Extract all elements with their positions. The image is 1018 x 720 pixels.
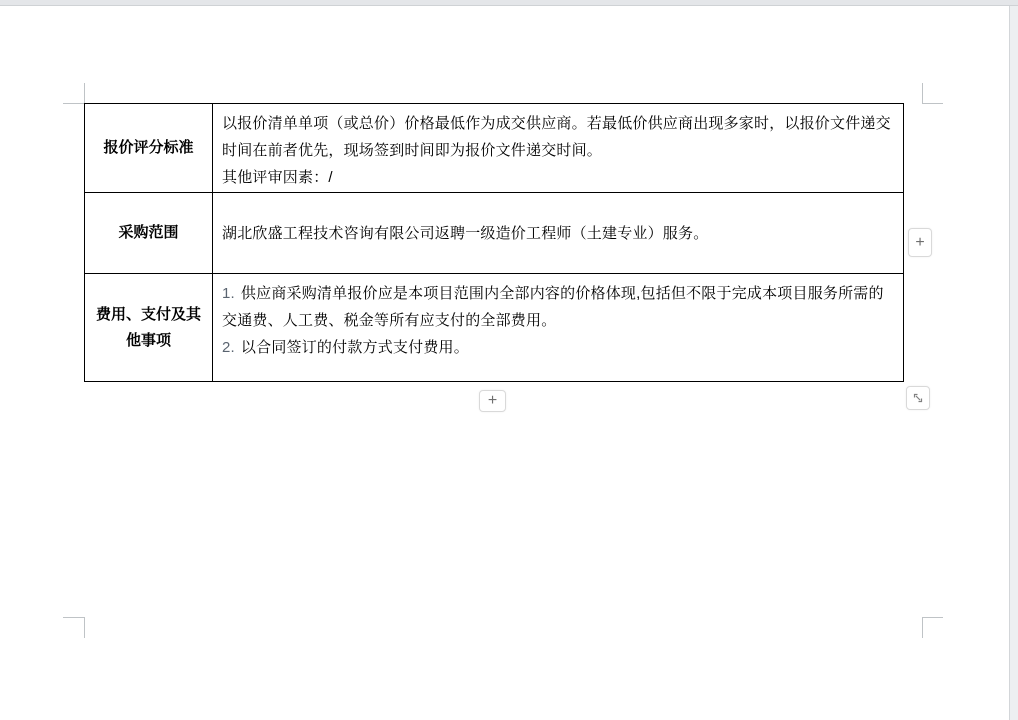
list-number: 2. [222,339,235,356]
list-number: 1. [222,285,235,302]
margin-mark-top-left-h [63,103,84,104]
insert-row-button[interactable]: + [479,390,506,412]
insert-column-button[interactable]: + [908,228,932,257]
margin-mark-bottom-left-v [84,617,85,638]
document-table [84,103,904,382]
paragraph [222,280,894,334]
table-row [85,273,903,381]
table-resize-icon [911,391,925,405]
paragraph: 湖北欣盛工程技术咨询有限公司返聘一级造价工程师（土建专业）服务。 [222,224,709,242]
row-content-cell[interactable] [213,193,903,273]
row-header-cell[interactable]: 费用、支付及其他事项 [85,274,213,381]
margin-mark-bottom-left-h [63,617,84,618]
table-resize-button[interactable] [906,386,930,410]
table-row [85,104,903,192]
scroll-gutter[interactable] [1009,6,1018,720]
row-header-cell[interactable]: 采购范围 [85,193,213,273]
paragraph-text: 以合同签订的付款方式支付费用。 [240,339,469,356]
paragraph-text: 供应商采购清单报价应是本项目范围内全部内容的价格体现,包括但不限于完成本项目服务所需的交通费、人工费、税金等所有应支付的全部费用。 [222,285,884,329]
paragraph: 以报价清单单项（或总价）价格最低作为成交供应商。若最低价供应商出现多家时，以报价文件递交时间在前者优先，现场签到时间即为报价文件递交时间。 [222,115,891,159]
row-content-cell[interactable] [213,104,903,192]
row-content-cell[interactable] [213,274,903,381]
margin-mark-bottom-right-v [922,617,923,638]
paragraph: 其他评审因素：/ [222,169,333,186]
row-header-cell[interactable]: 报价评分标准 [85,104,213,192]
margin-mark-top-right-v [922,83,923,103]
margin-mark-top-left-v [84,83,85,103]
margin-mark-bottom-right-h [922,617,943,618]
table-row [85,192,903,273]
paragraph [222,334,894,361]
margin-mark-top-right-h [922,103,943,104]
app-top-edge [0,0,1018,6]
